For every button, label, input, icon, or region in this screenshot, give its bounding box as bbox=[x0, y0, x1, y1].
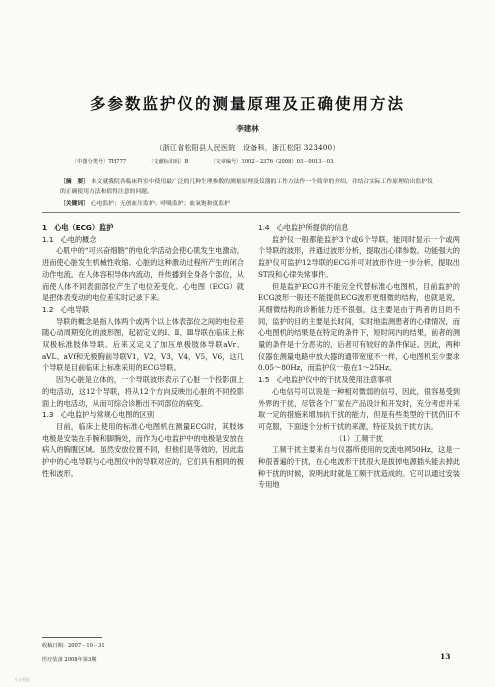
journal-issue: 医疗装备 2008年第3期 bbox=[42, 657, 97, 663]
paragraph: 但是监护ECG并不能完全代替标准心电图机，目前监护的ECG波形一般还不能提供ECG波形更细微的结构，也就是说，其细微结构的诊断能力还不很强，这主要是由于两者的目的不同，监护的目的主要是长时间，实时地监测患者的心律情况，而心电图机的结果是在特定的条件下，短时间内的结果，前者的测量的条件是十分恶劣的，后者可有较好的条件保证。因此，两种仪器在测量电路中放大器的通带宽度不一样，心电图机至少要求0.05～80Hz，而监护仪一般在1～25Hz。 bbox=[258, 281, 460, 373]
affiliation: （浙江省松阳县人民医院 设备科，浙江松阳 323400） bbox=[155, 144, 340, 152]
keywords-label: 〔关键词〕 bbox=[60, 201, 89, 207]
left-column bbox=[42, 222, 244, 479]
list-heading: （1）工频干扰 bbox=[335, 433, 383, 443]
header-divider bbox=[42, 212, 460, 213]
paragraph: 目前，临床上使用的标准心电图机在测量ECG时，其肢体电极是安装在手腕和脚腕处，而作为心电监护中的电极是安放在病人的胸腹区域。虽然安放位置不同，但他们是等效的，因此监护中的心电导联与心电图仪中的导联对应的，它们具有相同的极性和波形。 bbox=[42, 421, 244, 478]
right-column bbox=[258, 222, 460, 491]
paragraph: 心电信号可以说是一种相对微弱的信号，因此，很容易受到外界的干扰，尽管各个厂家在产品设计和开发时，充分考虑并采取一定的措施来增加抗干扰的能力，但是有些类型的干扰仍旧不可克服，下面逐个分析干扰的来源，特征及抗干扰方法。 bbox=[258, 386, 460, 431]
paragraph: 心肌中的“可兴奋细胞”的电化学活动会使心肌发生电激动，进而使心脏发生机械性收缩。心脏的这种激动过程所产生的闭合动作电流，在人体容积导体内流动，并传播到全身各个部位，从而使人体不同表面部位产生了电位差变化。心电图（ECG）就是把体表变动的电位差实时记录下来。 bbox=[42, 246, 244, 303]
abstract-label: 〔摘 要〕 bbox=[60, 179, 89, 185]
clc-number: 〔中图分类号〕TH777 bbox=[72, 159, 127, 165]
paragraph: 因为心脏是立体的，一个导联波形表示了心脏一个投影面上的电活动，这12个导联，将从12个方向反映出心脏的不同投影面上的电活动，从而可综合诊断出不同部位的病变。 bbox=[42, 375, 244, 408]
classification-line bbox=[72, 158, 432, 165]
subsection-heading: 1.2 心电导联 bbox=[42, 304, 90, 314]
keywords bbox=[60, 198, 438, 207]
subsection-heading: 1.5 心电监护仪中的干扰及使用注意事项 bbox=[258, 375, 392, 385]
paragraph: 监护仪一般都能监护3个或6个导联，能同时显示一个或两个导联的波形，并通过波形分析，提取出心律参数。功能强大的监护仪可监护12导联的ECG并可对波形作进一步分析，提取出ST段和心律失常事件。 bbox=[258, 234, 460, 279]
paragraph: 工频干扰主要来自与仪器所使用的交流电网50Hz，这是一种很普遍的干扰，在心电波形干扰很大是拔掉电源插头能去掉此种干扰的时候，说明此时就是工频干扰造成的。它可以通过安装专用地 bbox=[258, 445, 460, 490]
author-name: 李建林 bbox=[236, 124, 259, 133]
paragraph: 导联的概念是指人体两个或两个以上体表部位之间的电位差随心动周期变化的波形图，起初定义的Ⅰ、Ⅱ、Ⅲ导联在临床上称双极标准肢体导联。后来又定义了加压单极肢体导联aVr、aVL、aVf和无极胸前导联V1，V2，V3，V4，V5，V6，这几个导联是目前临床上标准采用的ECG导联。 bbox=[42, 316, 244, 373]
abstract-text: 本文就我院各临床科室中使用最广泛的几种生理参数的测量原理及仪器的工作方法作一个简单的介绍，并结合实际工作原理给出监护仪的正确使用方法和值得注意的问题。 bbox=[60, 179, 433, 195]
watermark: 万方数据 bbox=[14, 677, 30, 682]
page-number: 13 bbox=[440, 652, 451, 661]
section-heading: 1 心电（ECG）监护 bbox=[42, 223, 114, 232]
footnote-divider bbox=[42, 637, 102, 638]
article-number: 〔文章编号〕1002－2376（2008）03－0013－03 bbox=[210, 159, 334, 165]
received-date: 收稿日期：2007－10－31 bbox=[42, 643, 105, 649]
subsection-heading: 1.4 心电监护所提供的信息 bbox=[258, 223, 349, 232]
article-title: 多参数监护仪的测量原理及正确使用方法 bbox=[89, 95, 405, 113]
subsection-heading: 1.3 心电监护与常规心电图的区别 bbox=[42, 410, 155, 420]
abstract bbox=[60, 177, 438, 197]
keywords-text: 心电监护；无创血压监护；呼吸监护；血氧饱和度监护 bbox=[90, 201, 230, 207]
subsection-heading: 1.1 心电的概念 bbox=[42, 234, 97, 244]
document-code: 〔文献标识码〕B bbox=[148, 159, 189, 165]
